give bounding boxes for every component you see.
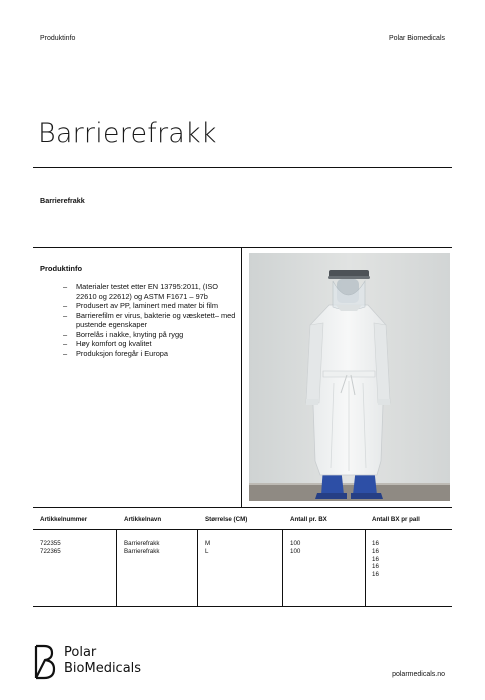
col-header-size: Størrelse (CM) xyxy=(205,516,248,523)
header-company: Polar Biomedicals xyxy=(388,35,445,42)
company-logo-text xyxy=(64,645,141,677)
table-col-divider xyxy=(116,530,117,607)
col-size xyxy=(205,540,210,556)
table-col-divider xyxy=(282,530,283,607)
product-photo xyxy=(249,253,450,501)
table-cell: 16 xyxy=(372,540,379,547)
polar-biomedicals-logo-icon xyxy=(33,644,57,680)
logo-line-2: BioMedicals xyxy=(64,661,142,676)
list-item: – Produsert av PP, laminert med mater bi film xyxy=(63,301,238,311)
footer-website: polarmedicals.no xyxy=(392,671,445,678)
list-item: – Borrelås i nakke, knyting på rygg xyxy=(63,330,238,340)
product-subtitle: Barrierefrakk xyxy=(40,196,85,205)
table-cell: 722355 xyxy=(40,540,61,547)
col-header-article-name: Artikkelnavn xyxy=(124,516,162,523)
col-header-boxes-per-pallet: Antall BX pr pall xyxy=(372,516,420,523)
table-cell: M xyxy=(205,540,211,547)
col-article-number xyxy=(40,540,61,556)
table-bottom-divider xyxy=(33,606,452,607)
list-item: – Materialer testet etter EN 13795:2011, (ISO 22610 og 22612) og ASTM F1671 – 97b xyxy=(63,282,238,301)
title-divider xyxy=(33,167,452,168)
col-boxes-per-pallet xyxy=(372,540,379,579)
table-header-divider xyxy=(33,529,452,530)
table-cell: 722365 xyxy=(40,547,61,555)
table-cell: Barrierefrakk xyxy=(124,547,160,555)
table-cell: 16 xyxy=(372,571,379,579)
logo-line-1: Polar xyxy=(64,645,97,660)
table-cell: Barrierefrakk xyxy=(124,540,160,547)
product-info-heading: Produktinfo xyxy=(40,264,83,273)
table-col-divider xyxy=(197,530,198,607)
section-divider xyxy=(33,247,452,248)
table-cell: 16 xyxy=(372,547,379,555)
list-item: – Barrierefilm er virus, bakterie og væsketett– med pustende egenskaper xyxy=(63,311,238,330)
table-cell: 100 xyxy=(290,540,301,547)
col-article-name xyxy=(124,540,159,556)
list-item: – Produksjon foregår i Europa xyxy=(63,349,238,359)
header-doc-type: Produktinfo xyxy=(40,35,76,42)
table-top-divider xyxy=(33,507,452,508)
table-col-divider xyxy=(365,530,366,607)
table-cell: 100 xyxy=(290,547,301,555)
list-item: – Høy komfort og kvalitet xyxy=(63,339,238,349)
col-qty-per-box xyxy=(290,540,300,556)
column-divider xyxy=(241,248,242,507)
col-header-qty-per-box: Antall pr. BX xyxy=(290,516,327,523)
page-title: Barrierefrakk xyxy=(38,118,217,149)
table-cell: L xyxy=(205,547,209,555)
col-header-article-number: Artikkelnummer xyxy=(40,516,88,523)
product-info-list xyxy=(63,282,238,358)
table-cell: 16 xyxy=(372,563,379,571)
table-cell: 16 xyxy=(372,555,379,563)
